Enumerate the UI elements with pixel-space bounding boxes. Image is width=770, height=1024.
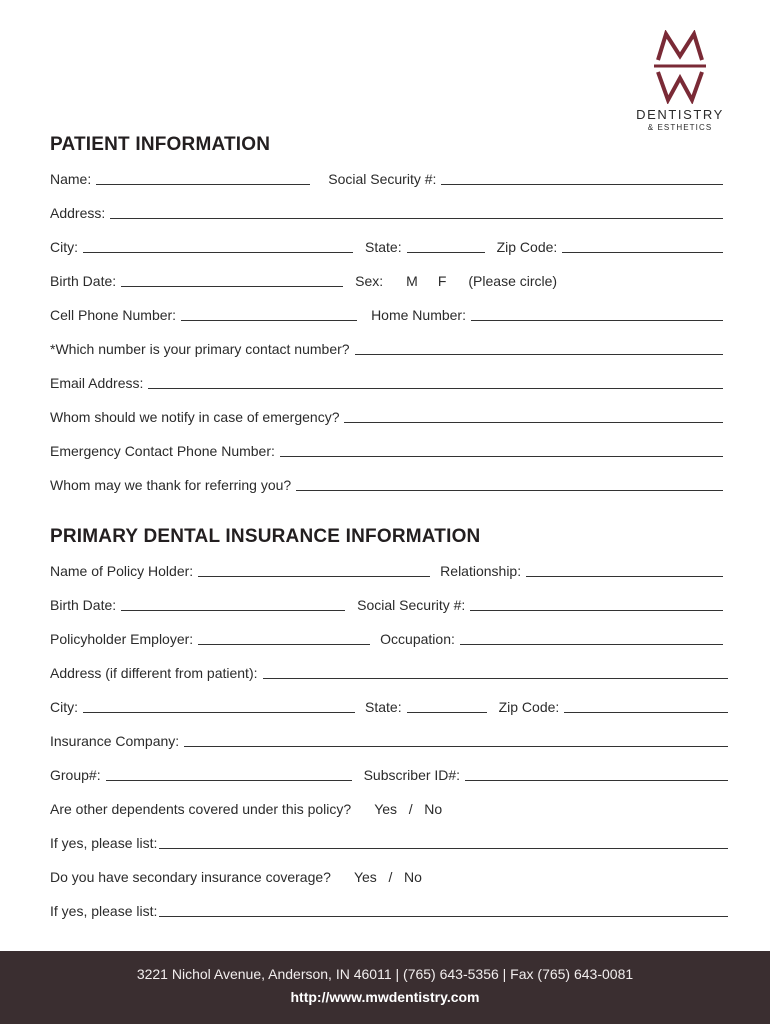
patient-section-title: PATIENT INFORMATION [50, 134, 271, 155]
ins-ssn-label: Social Security #: [357, 597, 466, 613]
dependents-yes-no[interactable]: Yes / No [374, 801, 443, 817]
ins-state-field[interactable] [407, 700, 487, 713]
dependents-question: Are other dependents covered under this policy? [50, 801, 352, 817]
relationship-field[interactable] [526, 564, 723, 577]
city-field[interactable] [83, 240, 353, 253]
sex-label: Sex: [355, 273, 384, 289]
insurance-section-title: PRIMARY DENTAL INSURANCE INFORMATION [50, 526, 481, 547]
name-label: Name: [50, 171, 92, 187]
ssn-label: Social Security #: [328, 171, 437, 187]
address-label: Address: [50, 205, 106, 221]
row-emergency [50, 405, 723, 425]
list-2-label: If yes, please list: [50, 903, 158, 919]
policy-holder-field[interactable] [198, 564, 430, 577]
employer-field[interactable] [198, 632, 370, 645]
zip-field[interactable] [562, 240, 723, 253]
row-birth-sex [50, 269, 723, 289]
state-label: State: [365, 239, 402, 255]
ins-zip-field[interactable] [564, 700, 728, 713]
ins-ssn-field[interactable] [470, 598, 723, 611]
referral-field[interactable] [296, 478, 723, 491]
relationship-label: Relationship: [440, 563, 522, 579]
occupation-label: Occupation: [380, 631, 455, 647]
city-label: City: [50, 239, 78, 255]
row-phones [50, 303, 723, 323]
row-ins-address [50, 661, 728, 681]
state-field[interactable] [407, 240, 485, 253]
name-field[interactable] [96, 172, 310, 185]
row-ins-company [50, 729, 728, 749]
ins-address-label: Address (if different from patient): [50, 665, 258, 681]
row-address [50, 201, 723, 221]
subscriber-field[interactable] [465, 768, 728, 781]
list-1-label: If yes, please list: [50, 835, 158, 851]
sex-option-f[interactable]: F [437, 273, 447, 289]
occupation-field[interactable] [460, 632, 723, 645]
emergency-label: Whom should we notify in case of emergency? [50, 409, 340, 425]
row-ins-birth-ssn [50, 593, 723, 613]
row-dependents [50, 797, 728, 817]
zip-label: Zip Code: [496, 239, 558, 255]
row-policy-holder [50, 559, 723, 579]
row-emergency-phone [50, 439, 723, 459]
row-list-1 [50, 831, 728, 851]
row-list-2 [50, 899, 728, 919]
row-employer-occupation [50, 627, 723, 647]
row-secondary [50, 865, 728, 885]
emergency-phone-label: Emergency Contact Phone Number: [50, 443, 275, 459]
ins-address-field[interactable] [263, 666, 729, 679]
ins-company-field[interactable] [184, 734, 728, 747]
birth-date-field[interactable] [121, 274, 343, 287]
birth-date-label: Birth Date: [50, 273, 117, 289]
row-referral [50, 473, 723, 493]
footer-bar [0, 951, 770, 1024]
sex-note: (Please circle) [468, 273, 558, 289]
ins-birth-date-label: Birth Date: [50, 597, 117, 613]
ins-company-label: Insurance Company: [50, 733, 180, 749]
subscriber-label: Subscriber ID#: [363, 767, 461, 783]
row-group-subscriber [50, 763, 728, 783]
logo-sub-text: & ESTHETICS [647, 123, 713, 132]
home-number-label: Home Number: [371, 307, 466, 323]
group-label: Group#: [50, 767, 101, 783]
policy-holder-label: Name of Policy Holder: [50, 563, 194, 579]
logo-brand-text: DENTISTRY [636, 107, 724, 122]
ssn-field[interactable] [441, 172, 723, 185]
primary-contact-field[interactable] [355, 342, 723, 355]
secondary-question: Do you have secondary insurance coverage? [50, 869, 331, 885]
ins-birth-date-field[interactable] [121, 598, 345, 611]
ins-city-label: City: [50, 699, 78, 715]
ins-city-field[interactable] [83, 700, 355, 713]
sex-option-m[interactable]: M [406, 273, 418, 289]
email-label: Email Address: [50, 375, 144, 391]
primary-contact-label: *Which number is your primary contact number? [50, 341, 350, 357]
row-name-ssn [50, 167, 723, 187]
row-city-state-zip [50, 235, 723, 255]
employer-label: Policyholder Employer: [50, 631, 194, 647]
row-ins-city-state-zip [50, 695, 728, 715]
cell-phone-field[interactable] [181, 308, 357, 321]
ins-state-label: State: [365, 699, 402, 715]
mw-monogram-icon [652, 30, 708, 104]
group-field[interactable] [106, 768, 352, 781]
emergency-field[interactable] [344, 410, 723, 423]
address-field[interactable] [110, 206, 723, 219]
referral-label: Whom may we thank for referring you? [50, 477, 292, 493]
emergency-phone-field[interactable] [280, 444, 723, 457]
row-email [50, 371, 723, 391]
cell-phone-label: Cell Phone Number: [50, 307, 177, 323]
footer-address: 3221 Nichol Avenue, Anderson, IN 46011 | (765) 643-5356 | Fax (765) 643-0081 [136, 966, 634, 982]
footer-website-link[interactable]: http://www.mwdentistry.com [290, 989, 480, 1005]
home-number-field[interactable] [471, 308, 723, 321]
list-1-field[interactable] [159, 836, 728, 849]
email-field[interactable] [148, 376, 723, 389]
secondary-yes-no[interactable]: Yes / No [353, 869, 422, 885]
ins-zip-label: Zip Code: [498, 699, 560, 715]
mw-logo [630, 30, 730, 140]
list-2-field[interactable] [159, 904, 728, 917]
row-primary-contact [50, 337, 723, 357]
